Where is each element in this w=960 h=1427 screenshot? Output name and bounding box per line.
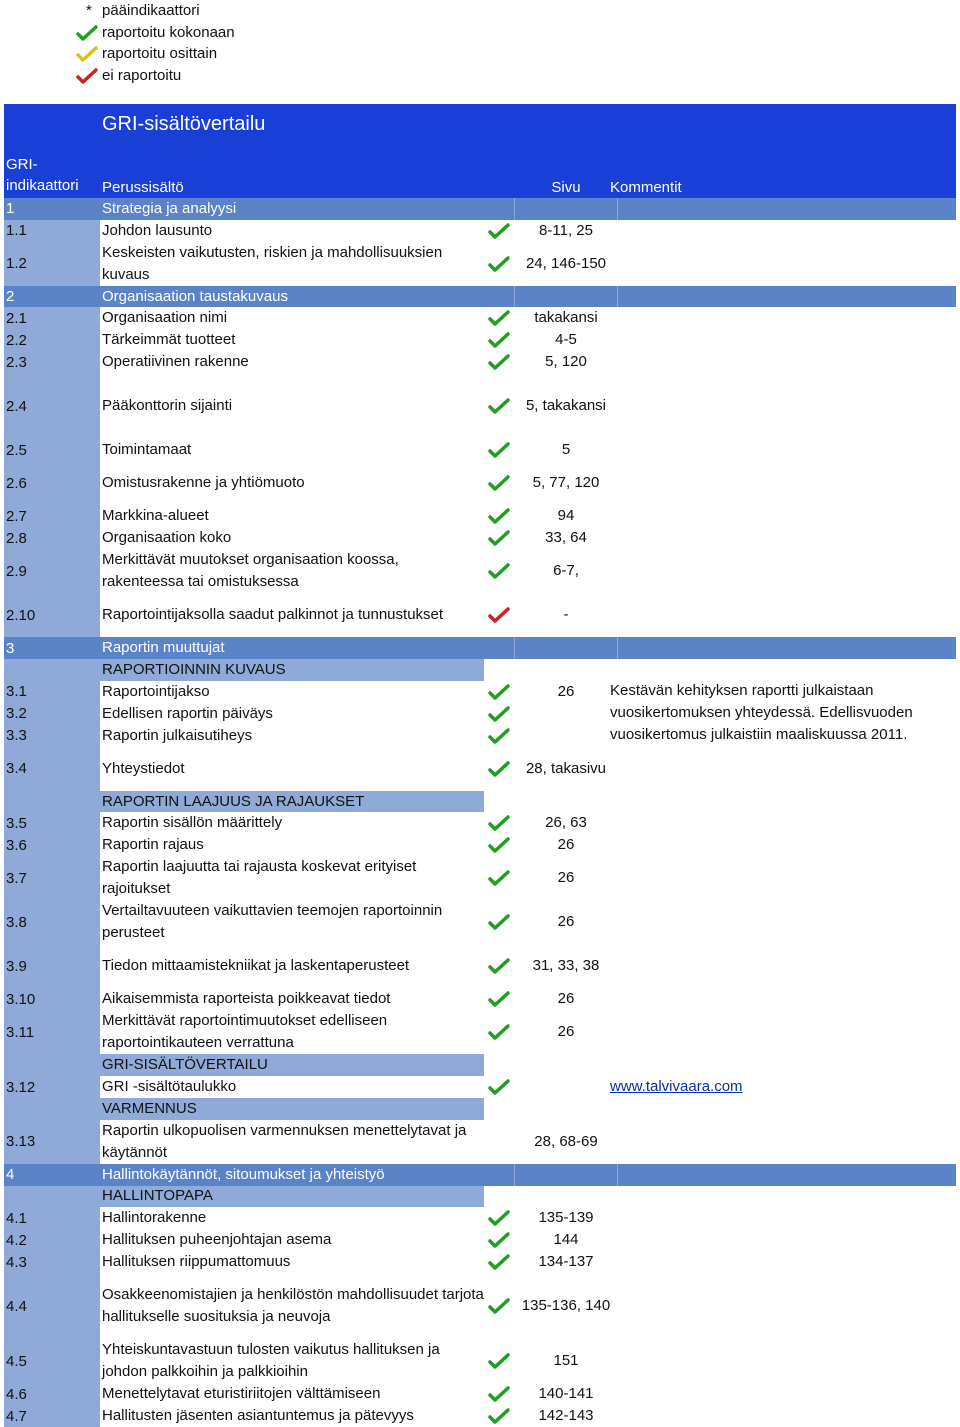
header-comments: Kommentit [610,179,682,196]
indicator-number: 1.2 [4,242,100,286]
check-green-icon [488,684,510,700]
indicator-text: Johdon lausunto [102,221,213,239]
indicator-number: 2.2 [4,329,100,351]
indicator-text: GRI -sisältötaulukko [102,1078,237,1096]
status-cell [484,812,514,834]
indicator-number: 3.5 [4,812,100,834]
indicator-text: Organisaation taustakuvaus [102,287,288,305]
indicator-text: Yhteiskuntavastuun tulosten vaikutus hallituksen ja johdon palkkoihin ja palkkioihin [102,1341,440,1381]
indicator-text: Keskeisten vaikutusten, riskien ja mahdollisuuksien kuvaus [102,243,443,283]
indicator-number: 2.1 [4,307,100,329]
page-ref: 33, 64 [545,529,587,547]
indicator-text: Pääkonttorin sijainti [102,397,233,415]
indicator-number [4,1098,100,1120]
page-ref: 135-139 [538,1209,594,1227]
page-ref: takakansi [534,309,598,327]
indicator-number: 3.10 [4,988,100,1010]
indicator-number: 3.11 [4,1010,100,1054]
page-ref: 31, 33, 38 [532,957,600,975]
page-ref: 5, 120 [545,353,587,371]
table-row [4,461,956,505]
table-row [4,747,956,791]
legend-label: pääindikaattori [102,2,200,19]
table-row [4,856,956,900]
check-red-icon [488,607,510,623]
table-row [4,1076,956,1098]
page-ref [514,1164,618,1186]
status-cell [484,856,514,900]
table-row [4,373,956,439]
header-gri-indicator: GRI-indikaattori [6,156,79,194]
table-row [4,1010,956,1054]
indicator-text: Markkina-alueet [102,507,209,525]
status-cell [484,1405,514,1427]
check-green-icon [488,870,510,886]
indicator-number: 3.9 [4,944,100,988]
status-cell [484,747,514,791]
legend-item [76,22,235,44]
table-row [4,944,956,988]
indicator-number [4,1054,100,1076]
status-cell [484,1010,514,1054]
check-green-icon [488,508,510,524]
status-cell [484,1076,514,1098]
indicator-number: 3.3 [4,725,100,747]
status-cell [484,1229,514,1251]
check-green-icon [488,914,510,930]
legend [76,0,235,87]
page-ref: 94 [557,507,575,525]
indicator-number: 3.13 [4,1120,100,1164]
section-row [4,1164,956,1186]
page-ref: 26 [557,682,575,700]
indicator-number: 3.4 [4,747,100,791]
page-ref: 142-143 [538,1407,594,1425]
page-ref: 8-11, 25 [539,221,593,239]
comment-link[interactable]: www.talvivaara.com [610,1078,743,1096]
page-ref: 135-136, 140 [521,1297,611,1315]
status-cell [484,1383,514,1405]
subsection-row [4,791,956,813]
table-row [4,242,956,286]
status-cell [484,1251,514,1273]
page-ref: 134-137 [538,1253,594,1271]
status-cell [484,220,514,242]
check-green-icon [488,761,510,777]
table-row [4,1339,956,1383]
indicator-number: 4.4 [4,1273,100,1339]
page-ref: 151 [553,1352,579,1370]
page-ref: 4-5 [555,331,577,349]
indicator-text: Operatiivinen rakenne [102,353,249,371]
status-cell [484,1273,514,1339]
legend-item [76,43,235,65]
page-ref: - [563,606,569,624]
check-green-icon [488,354,510,370]
check-red-icon [76,68,102,84]
table-row [4,1251,956,1273]
check-green-icon [488,1210,510,1226]
indicator-number: 2.4 [4,373,100,439]
table-row [4,1383,956,1405]
indicator-text: Raportointijaksolla saadut palkinnot ja tunnustukset [102,606,444,624]
status-cell [484,593,514,637]
indicator-number [4,1186,100,1208]
table-row [4,1405,956,1427]
indicator-text: GRI-SISÄLTÖVERTAILU [100,1054,484,1076]
table-row [4,220,956,242]
check-green-icon [488,1408,510,1424]
indicator-number: 4.5 [4,1339,100,1383]
indicator-text: Organisaation koko [102,529,232,547]
legend-item [76,65,235,87]
indicator-text: Strategia ja analyysi [102,199,237,217]
indicator-number [4,659,100,681]
subsection-row [4,1098,956,1120]
check-green-icon [488,837,510,853]
page-ref: 28, 68-69 [534,1132,598,1150]
table-row [4,988,956,1010]
indicator-text: Vertailtavuuteen vaikuttavien teemojen raportoinnin perusteet [102,902,443,942]
table-row [4,812,956,834]
check-green-icon [488,728,510,744]
check-green-icon [488,530,510,546]
indicator-text: Raportin rajaus [102,836,204,854]
page-ref [514,1076,618,1098]
indicator-text: Hallintorakenne [102,1209,207,1227]
page-ref: 26 [557,990,575,1008]
indicator-text: VARMENNUS [100,1098,484,1120]
status-cell [484,681,514,703]
status-cell [484,1120,514,1164]
indicator-text: Menettelytavat eturistiriitojen välttämiseen [102,1385,381,1403]
indicator-number: 2.9 [4,549,100,593]
legend-label: raportoitu kokonaan [102,23,235,41]
page-ref [514,725,618,747]
status-cell [484,703,514,725]
indicator-number: 3.2 [4,703,100,725]
page-ref [514,198,618,220]
indicator-text: Organisaation nimi [102,309,228,327]
indicator-number: 3 [6,639,15,657]
page-ref [514,637,618,659]
indicator-number: 2.8 [4,527,100,549]
indicator-text: Osakkeenomistajien ja henkilöstön mahdollisuudet tarjota hallitukselle suosituksia ja neuvoja [102,1286,484,1326]
indicator-text: Merkittävät raportointimuutokset edelliseen raportointikauteen verrattuna [102,1012,388,1052]
status-cell [484,834,514,856]
check-yellow-icon [76,46,102,62]
indicator-text: Raportin muuttujat [102,639,225,657]
indicator-text: Raportin sisällön määrittely [102,814,283,832]
check-green-icon [488,256,510,272]
indicator-number [4,791,100,813]
page-ref: 26 [557,869,575,887]
table-row [4,549,956,593]
status-cell [484,527,514,549]
indicator-number: 4.6 [4,1383,100,1405]
status-cell [484,1207,514,1229]
check-green-icon [488,1232,510,1248]
indicator-text: RAPORTIN LAAJUUS JA RAJAUKSET [100,791,484,813]
check-green-icon [488,223,510,239]
status-cell [484,307,514,329]
indicator-number: 1.1 [4,220,100,242]
indicator-text: Raportin laajuutta tai rajausta koskevat erityiset rajoitukset [102,858,417,898]
indicator-number: 4.3 [4,1251,100,1273]
page-ref [514,286,618,308]
indicator-number: 4.1 [4,1207,100,1229]
indicator-number: 2.10 [4,593,100,637]
indicator-number: 3.8 [4,900,100,944]
status-cell [484,439,514,461]
page-ref: 28, takasivu [525,759,607,777]
indicator-text: Tärkeimmät tuotteet [102,331,236,349]
page-ref: 26 [557,1023,575,1041]
table-row [4,307,956,329]
indicator-text: Merkittävät muutokset organisaation koossa, rakenteessa tai omistuksessa [102,551,399,591]
table-row [4,900,956,944]
page-ref: 5, takakansi [525,397,607,415]
star-marker: * [86,2,92,19]
check-green-icon [488,991,510,1007]
check-green-icon [488,958,510,974]
indicator-number: 3.1 [4,681,100,703]
legend-label: ei raportoitu [102,67,182,85]
status-cell [484,900,514,944]
page-ref: 5 [561,441,571,459]
check-green-icon [488,332,510,348]
table-row [4,527,956,549]
indicator-text: Omistusrakenne ja yhtiömuoto [102,474,305,492]
check-green-icon [488,1024,510,1040]
subsection-row [4,659,956,681]
comment-text: Kestävän kehityksen raportti julkaistaan vuosikertomuksen yhteydessä. Edellisvuoden vuosikertomus julkaistiin maaliskuussa 2011. [610,681,913,743]
check-green-icon [76,25,102,41]
page-ref [514,703,618,725]
indicator-text: Raportin julkaisutiheys [102,726,253,744]
status-cell [484,944,514,988]
check-green-icon [488,706,510,722]
section-row [4,198,956,220]
check-green-icon [488,1353,510,1369]
page-ref: 144 [553,1231,579,1249]
indicator-text: Raportointijakso [102,682,210,700]
indicator-text: Hallituksen riippumattomuus [102,1253,291,1271]
indicator-number: 4.7 [4,1405,100,1427]
indicator-text: Hallitusten jäsenten asiantuntemus ja pätevyys [102,1407,414,1425]
page-ref: 26, 63 [545,814,587,832]
indicator-text: Hallituksen puheenjohtajan asema [102,1231,332,1249]
status-cell [484,351,514,373]
status-cell [484,549,514,593]
indicator-number: 1 [6,200,15,218]
check-green-icon [488,398,510,414]
status-cell [484,725,514,747]
check-green-icon [488,1386,510,1402]
indicator-text: RAPORTIOINNIN KUVAUS [100,659,484,681]
header-page: Sivu [551,179,581,196]
check-green-icon [488,563,510,579]
comment-cell [610,1076,956,1098]
status-cell [484,461,514,505]
page-ref: 140-141 [538,1385,594,1403]
legend-label: raportoitu osittain [102,45,218,63]
page-ref: 26 [557,913,575,931]
indicator-number: 2 [6,288,15,306]
indicator-text: Hallintokäytännöt, sitoumukset ja yhteistyö [102,1165,385,1183]
status-cell [484,242,514,286]
check-green-icon [488,475,510,491]
section-row [4,637,956,659]
page-ref: 6-7, [553,562,579,580]
indicator-number: 4 [6,1166,15,1184]
indicator-text: Aikaisemmista raporteista poikkeavat tiedot [102,990,391,1008]
table-title-bar [4,104,956,154]
table-row [4,329,956,351]
indicator-text: Toimintamaat [102,441,192,459]
table-row [4,593,956,637]
indicator-number: 2.5 [4,439,100,461]
check-green-icon [488,1298,510,1314]
subsection-row [4,1186,956,1208]
table-row [4,834,956,856]
page-ref: 5, 77, 120 [532,474,600,492]
table-title: GRI-sisältövertailu [102,113,266,135]
gri-table-body [4,198,956,1427]
indicator-number: 2.7 [4,505,100,527]
check-green-icon [488,310,510,326]
indicator-text: Edellisen raportin päiväys [102,704,273,722]
status-cell [484,505,514,527]
check-green-icon [488,1079,510,1095]
check-green-icon [488,815,510,831]
legend-item [76,0,235,22]
subsection-row [4,1054,956,1076]
indicator-number: 3.6 [4,834,100,856]
status-cell [484,373,514,439]
table-row [4,505,956,527]
indicator-number: 3.7 [4,856,100,900]
check-green-icon [488,442,510,458]
table-row [4,351,956,373]
table-row [4,1273,956,1339]
page-ref: 26 [557,836,575,854]
indicator-number: 3.12 [4,1076,100,1098]
indicator-text: Yhteystiedot [102,759,185,777]
table-header [4,154,956,198]
page-ref: 24, 146-150 [525,254,607,272]
status-cell [484,988,514,1010]
table-row [4,439,956,461]
indicator-text: HALLINTOPAPA [100,1186,484,1208]
table-row [4,1120,956,1164]
status-cell [484,1339,514,1383]
indicator-number: 2.6 [4,461,100,505]
indicator-number: 4.2 [4,1229,100,1251]
indicator-text: Tiedon mittaamistekniikat ja laskentaperusteet [102,957,410,975]
table-row [4,1207,956,1229]
indicator-text: Raportin ulkopuolisen varmennuksen menettelytavat ja käytännöt [102,1121,467,1161]
status-cell [484,329,514,351]
table-row [4,1229,956,1251]
indicator-number: 2.3 [4,351,100,373]
header-basic-content: Perussisältö [102,179,184,196]
section-row [4,286,956,308]
check-green-icon [488,1254,510,1270]
